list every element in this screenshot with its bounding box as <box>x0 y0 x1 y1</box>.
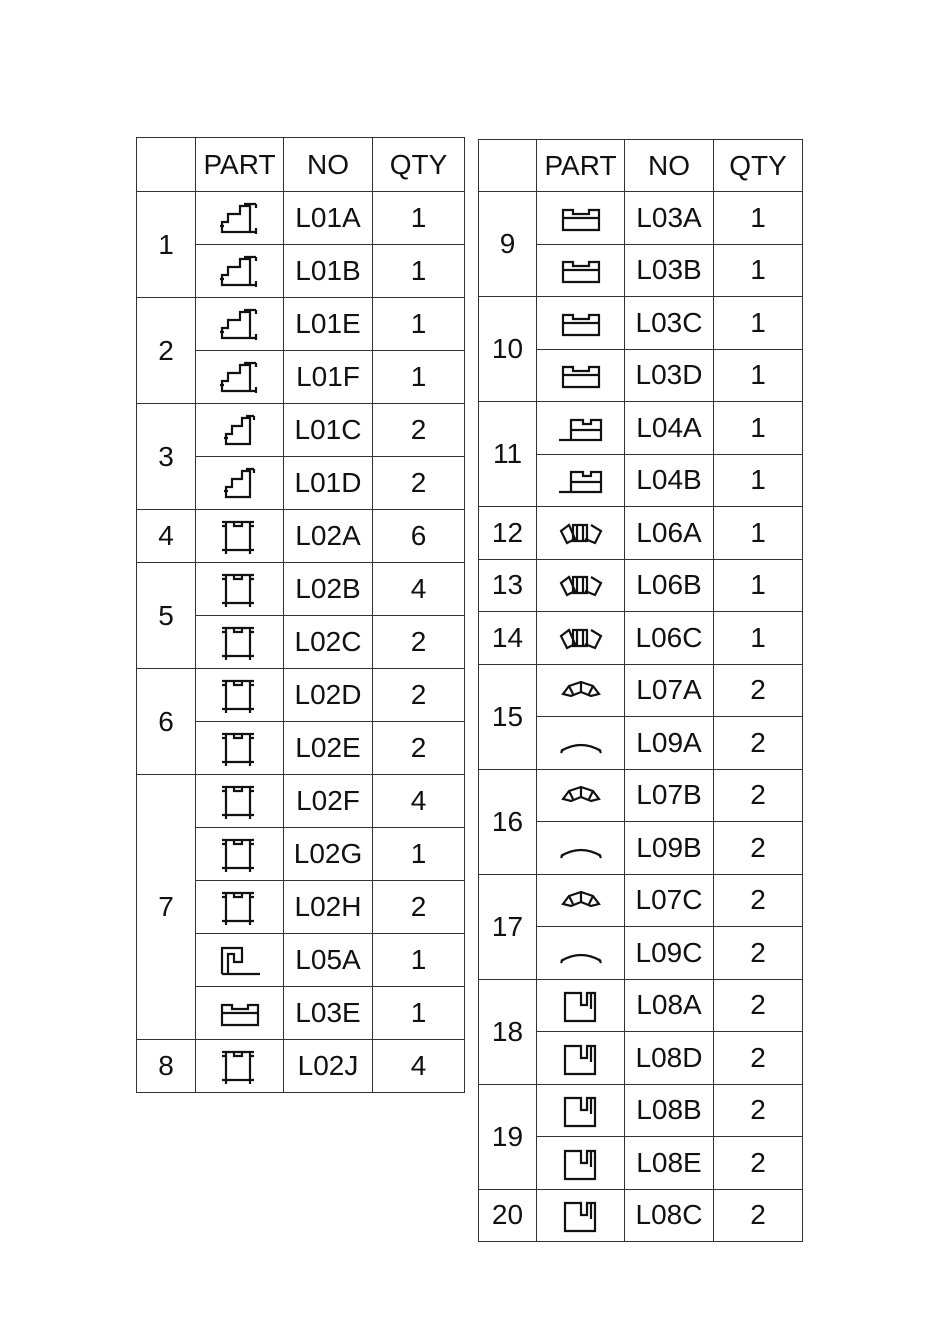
part-cell <box>196 987 284 1040</box>
quantity: 2 <box>714 927 803 980</box>
channel-profile-icon <box>196 993 283 1033</box>
i-beam-profile-icon <box>196 569 283 609</box>
square-notch-profile-icon <box>537 1090 624 1130</box>
part-number: L02H <box>284 881 373 934</box>
group-number: 3 <box>137 404 196 510</box>
arched-connector-profile-icon <box>537 565 624 605</box>
table-row <box>137 404 465 457</box>
flanged-channel-profile-icon <box>537 460 624 500</box>
channel-profile-icon <box>537 250 624 290</box>
arc-strip-profile-icon <box>537 723 624 763</box>
group-number: 4 <box>137 510 196 563</box>
quantity: 2 <box>714 717 803 770</box>
quantity: 4 <box>373 775 465 828</box>
part-cell <box>196 881 284 934</box>
part-number: L03D <box>625 349 714 402</box>
table-row <box>479 192 803 245</box>
part-number: L07B <box>625 769 714 822</box>
table-row <box>137 1040 465 1093</box>
quantity: 4 <box>373 563 465 616</box>
small-corner-profile-icon <box>196 410 283 450</box>
part-number: L09A <box>625 717 714 770</box>
group-number: 9 <box>479 192 537 297</box>
group-number: 14 <box>479 612 537 665</box>
group-number: 13 <box>479 559 537 612</box>
group-number: 17 <box>479 874 537 979</box>
part-cell <box>537 192 625 245</box>
parts-table-left <box>136 137 465 1093</box>
part-number: L04A <box>625 402 714 455</box>
part-cell <box>196 510 284 563</box>
quantity: 1 <box>714 297 803 350</box>
table-row <box>137 298 465 351</box>
part-cell <box>196 1040 284 1093</box>
table-row <box>479 297 803 350</box>
quantity: 2 <box>714 1084 803 1137</box>
part-header: PART <box>196 138 284 192</box>
part-cell <box>537 769 625 822</box>
group-number: 19 <box>479 1084 537 1189</box>
group-number: 11 <box>479 402 537 507</box>
table-row <box>479 1084 803 1137</box>
part-number: L08E <box>625 1137 714 1190</box>
quantity: 2 <box>373 669 465 722</box>
part-cell <box>196 775 284 828</box>
quantity: 1 <box>714 402 803 455</box>
table-row <box>137 775 465 828</box>
table-row <box>137 510 465 563</box>
square-notch-profile-icon <box>537 1195 624 1235</box>
quantity: 1 <box>714 244 803 297</box>
quantity: 1 <box>714 507 803 560</box>
quantity: 1 <box>373 987 465 1040</box>
header-row <box>137 138 465 192</box>
group-number: 10 <box>479 297 537 402</box>
quantity: 1 <box>373 192 465 245</box>
part-cell <box>196 457 284 510</box>
part-number: L08B <box>625 1084 714 1137</box>
part-cell <box>196 351 284 404</box>
group-number: 2 <box>137 298 196 404</box>
part-cell <box>537 874 625 927</box>
channel-profile-icon <box>537 355 624 395</box>
table-row <box>137 192 465 245</box>
i-beam-profile-icon <box>196 781 283 821</box>
quantity: 1 <box>373 934 465 987</box>
corner-profile-icon <box>196 251 283 291</box>
part-cell <box>196 245 284 298</box>
quantity: 1 <box>373 298 465 351</box>
group-number: 15 <box>479 664 537 769</box>
part-cell <box>196 934 284 987</box>
part-number: L01D <box>284 457 373 510</box>
part-cell <box>196 192 284 245</box>
quantity: 1 <box>714 612 803 665</box>
qty-header: QTY <box>373 138 465 192</box>
quantity: 2 <box>373 616 465 669</box>
part-number: L01F <box>284 351 373 404</box>
quantity: 1 <box>714 192 803 245</box>
table-row <box>479 769 803 822</box>
quantity: 1 <box>373 828 465 881</box>
part-cell <box>537 1032 625 1085</box>
table-row <box>479 402 803 455</box>
part-header: PART <box>537 140 625 192</box>
quantity: 4 <box>373 1040 465 1093</box>
part-number: L02D <box>284 669 373 722</box>
part-number: L08A <box>625 979 714 1032</box>
part-number: L01E <box>284 298 373 351</box>
part-number: L07C <box>625 874 714 927</box>
group-number: 1 <box>137 192 196 298</box>
part-cell <box>537 717 625 770</box>
part-number: L03E <box>284 987 373 1040</box>
flanged-channel-profile-icon <box>537 408 624 448</box>
part-number: L01B <box>284 245 373 298</box>
arched-connector-profile-icon <box>537 618 624 658</box>
i-beam-profile-icon <box>196 675 283 715</box>
part-cell <box>537 244 625 297</box>
group-header <box>137 138 196 192</box>
table-row <box>479 979 803 1032</box>
part-number: L05A <box>284 934 373 987</box>
part-number: L02E <box>284 722 373 775</box>
part-number: L06B <box>625 559 714 612</box>
table-row <box>479 507 803 560</box>
part-cell <box>196 828 284 881</box>
no-header: NO <box>625 140 714 192</box>
part-cell <box>537 1189 625 1242</box>
part-number: L06C <box>625 612 714 665</box>
part-number: L03B <box>625 244 714 297</box>
i-beam-profile-icon <box>196 516 283 556</box>
table-row <box>479 612 803 665</box>
quantity: 2 <box>373 404 465 457</box>
group-number: 12 <box>479 507 537 560</box>
part-cell <box>537 559 625 612</box>
part-cell <box>537 297 625 350</box>
part-cell <box>537 507 625 560</box>
arch-frame-profile-icon <box>537 775 624 815</box>
quantity: 2 <box>714 769 803 822</box>
part-number: L01A <box>284 192 373 245</box>
part-number: L02A <box>284 510 373 563</box>
quantity: 2 <box>714 874 803 927</box>
i-beam-profile-icon <box>196 1046 283 1086</box>
parts-table-right <box>478 139 803 1242</box>
quantity: 2 <box>373 457 465 510</box>
group-number: 8 <box>137 1040 196 1093</box>
no-header: NO <box>284 138 373 192</box>
arched-connector-profile-icon <box>537 513 624 553</box>
group-number: 18 <box>479 979 537 1084</box>
quantity: 2 <box>373 722 465 775</box>
quantity: 2 <box>714 1137 803 1190</box>
part-cell <box>537 664 625 717</box>
group-header <box>479 140 537 192</box>
group-number: 5 <box>137 563 196 669</box>
channel-profile-icon <box>537 198 624 238</box>
part-cell <box>196 669 284 722</box>
table-row <box>479 874 803 927</box>
quantity: 1 <box>714 349 803 402</box>
table-row <box>137 669 465 722</box>
part-cell <box>537 979 625 1032</box>
part-number: L01C <box>284 404 373 457</box>
channel-profile-icon <box>537 303 624 343</box>
step-base-profile-icon <box>196 940 283 980</box>
part-cell <box>196 616 284 669</box>
quantity: 2 <box>714 1032 803 1085</box>
quantity: 1 <box>373 245 465 298</box>
table-row <box>137 563 465 616</box>
arch-frame-profile-icon <box>537 880 624 920</box>
arch-frame-profile-icon <box>537 670 624 710</box>
part-cell <box>196 404 284 457</box>
part-cell <box>537 1137 625 1190</box>
quantity: 2 <box>714 979 803 1032</box>
part-cell <box>537 612 625 665</box>
arc-strip-profile-icon <box>537 933 624 973</box>
part-number: L04B <box>625 454 714 507</box>
quantity: 1 <box>714 559 803 612</box>
part-number: L06A <box>625 507 714 560</box>
part-cell <box>537 927 625 980</box>
part-number: L09C <box>625 927 714 980</box>
part-number: L07A <box>625 664 714 717</box>
part-cell <box>537 349 625 402</box>
quantity: 2 <box>373 881 465 934</box>
table-row <box>479 1189 803 1242</box>
group-number: 20 <box>479 1189 537 1242</box>
part-cell <box>196 298 284 351</box>
square-notch-profile-icon <box>537 1143 624 1183</box>
quantity: 2 <box>714 664 803 717</box>
part-number: L08D <box>625 1032 714 1085</box>
small-corner-profile-icon <box>196 463 283 503</box>
part-cell <box>196 563 284 616</box>
part-number: L02J <box>284 1040 373 1093</box>
corner-profile-icon <box>196 304 283 344</box>
part-number: L02B <box>284 563 373 616</box>
part-cell <box>196 722 284 775</box>
i-beam-profile-icon <box>196 834 283 874</box>
part-cell <box>537 454 625 507</box>
corner-profile-icon <box>196 357 283 397</box>
quantity: 2 <box>714 1189 803 1242</box>
quantity: 1 <box>373 351 465 404</box>
i-beam-profile-icon <box>196 728 283 768</box>
part-number: L03C <box>625 297 714 350</box>
quantity: 1 <box>714 454 803 507</box>
corner-profile-icon <box>196 198 283 238</box>
part-number: L02F <box>284 775 373 828</box>
part-number: L02C <box>284 616 373 669</box>
part-number: L03A <box>625 192 714 245</box>
group-number: 7 <box>137 775 196 1040</box>
table-row <box>479 664 803 717</box>
part-number: L08C <box>625 1189 714 1242</box>
part-cell <box>537 1084 625 1137</box>
header-row <box>479 140 803 192</box>
part-number: L09B <box>625 822 714 875</box>
arc-strip-profile-icon <box>537 828 624 868</box>
part-cell <box>537 402 625 455</box>
i-beam-profile-icon <box>196 622 283 662</box>
qty-header: QTY <box>714 140 803 192</box>
group-number: 16 <box>479 769 537 874</box>
square-notch-profile-icon <box>537 985 624 1025</box>
quantity: 6 <box>373 510 465 563</box>
part-cell <box>537 822 625 875</box>
square-notch-profile-icon <box>537 1038 624 1078</box>
group-number: 6 <box>137 669 196 775</box>
i-beam-profile-icon <box>196 887 283 927</box>
quantity: 2 <box>714 822 803 875</box>
part-number: L02G <box>284 828 373 881</box>
table-row <box>479 559 803 612</box>
